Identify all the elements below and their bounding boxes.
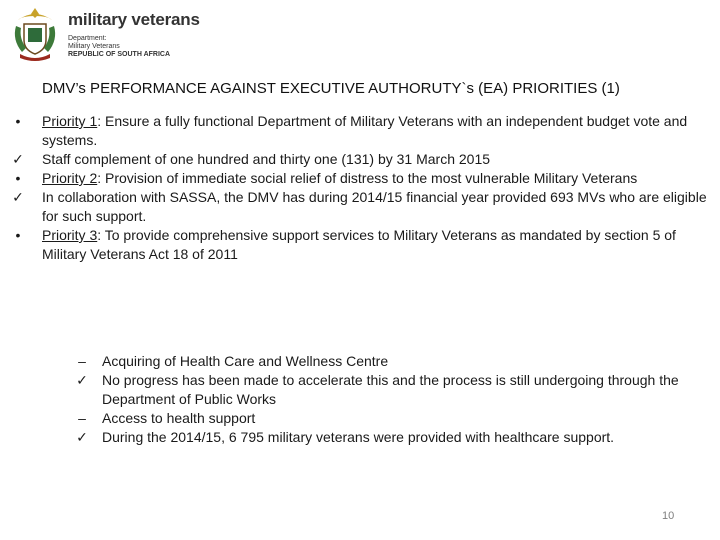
dash-icon: – <box>78 410 86 426</box>
priority-1-text: : Ensure a fully functional Department of Military Veterans with an independent budget vote and systems. <box>42 113 688 148</box>
health-centre-text: Acquiring of Health Care and Wellness Centre <box>102 353 389 369</box>
logo-department-label: Department: <box>68 35 107 42</box>
bullet-icon: • <box>15 170 21 186</box>
priority-3-text: : To provide comprehensive support services to Military Veterans as mandated by section 5 of Military Veterans Act 18 of 2011 <box>42 227 676 262</box>
logo-title: military veterans <box>68 10 200 29</box>
list-item-priority-2 <box>8 169 708 188</box>
staff-complement-text: Staff complement of one hundred and thirty one (131) by 31 March 2015 <box>42 151 491 167</box>
list-item-sassa <box>8 188 708 226</box>
priority-2-label: Priority 2 <box>42 170 98 186</box>
healthcare-provided-text: During the 2014/15, 6 795 military veterans were provided with healthcare support. <box>102 429 615 445</box>
coat-of-arms-icon <box>8 4 62 64</box>
dash-icon: – <box>78 353 86 369</box>
page-number: 10 <box>662 510 675 522</box>
slide-title: DMV’s PERFORMANCE AGAINST EXECUTIVE AUTHORUTY`s (EA) PRIORITIES (1) <box>42 80 620 97</box>
list-item-priority-3 <box>8 226 708 264</box>
priorities-list <box>8 112 708 264</box>
priority-1-label: Priority 1 <box>42 113 98 129</box>
priority-2-text: : Provision of immediate social relief of distress to the most vulnerable Military Veterans <box>97 170 638 186</box>
list-item-healthcare-provided <box>72 428 712 447</box>
logo-department-name: Military Veterans <box>68 43 120 50</box>
checkmark-icon: ✓ <box>12 189 24 205</box>
priority-3-label: Priority 3 <box>42 227 98 243</box>
bullet-icon: • <box>15 113 21 129</box>
logo-country: REPUBLIC OF SOUTH AFRICA <box>68 51 171 58</box>
bullet-icon: • <box>15 227 21 243</box>
list-item-no-progress <box>72 371 712 409</box>
no-progress-text: No progress has been made to accelerate this and the process is still undergoing through the Department of Public Works <box>102 372 679 407</box>
checkmark-icon: ✓ <box>76 372 88 388</box>
logo-header <box>8 4 208 66</box>
list-item-health-access <box>72 409 712 428</box>
list-item-priority-1 <box>8 112 708 150</box>
list-item-staff <box>8 150 708 169</box>
list-item-health-centre <box>72 352 712 371</box>
checkmark-icon: ✓ <box>12 151 24 167</box>
health-access-text: Access to health support <box>102 410 256 426</box>
checkmark-icon: ✓ <box>76 429 88 445</box>
sassa-text: In collaboration with SASSA, the DMV has during 2014/15 financial year provided 693 MVs who are eligible for such support. <box>42 189 707 224</box>
health-support-list <box>72 352 712 447</box>
